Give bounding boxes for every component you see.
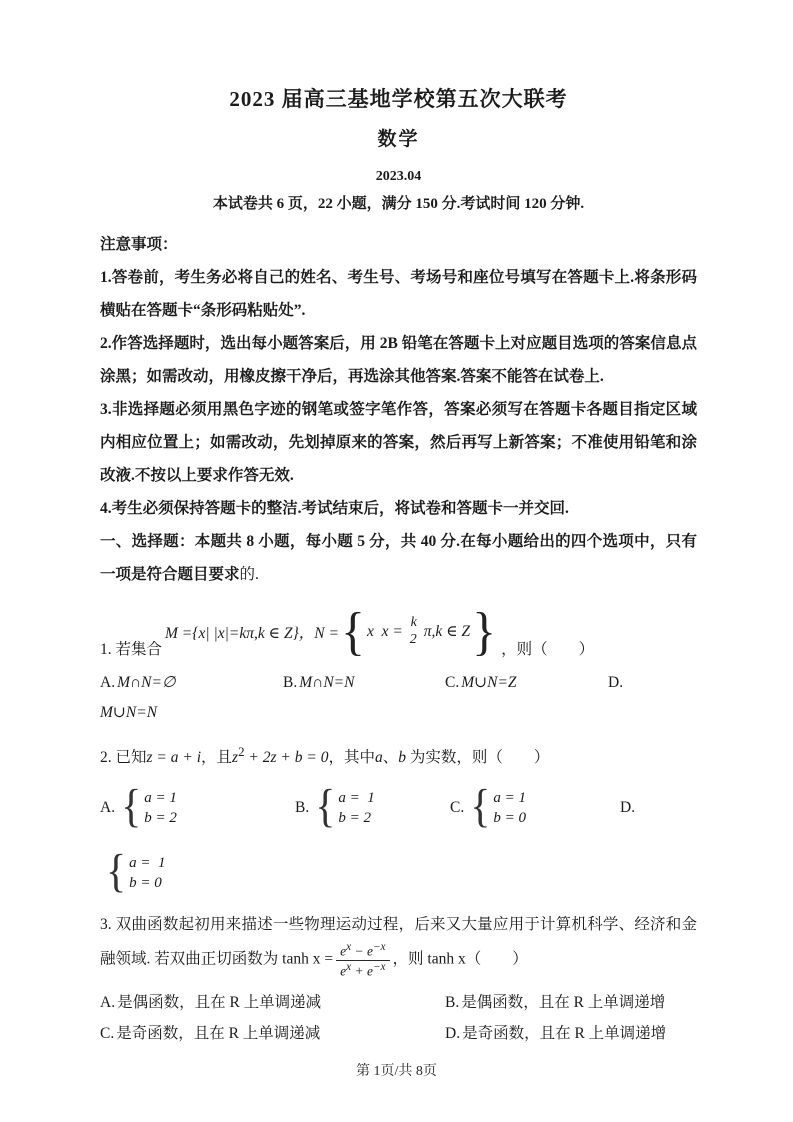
q3-tail: ，则 tanh x（ ）: [392, 950, 528, 968]
subject-title: 数学: [377, 129, 420, 150]
q3-num-e1: e: [340, 943, 347, 959]
q1-fraction-denominator: 2: [409, 631, 417, 647]
q2-math-2a: z: [232, 749, 239, 767]
q2-option-b-label: B.: [295, 799, 310, 817]
q3-den-sup1: x: [346, 961, 352, 974]
q3-den-e2: + e: [351, 963, 373, 979]
q2-option-d: [620, 799, 697, 817]
q3-option-d: [445, 1018, 697, 1049]
q1-options-row: [100, 668, 697, 698]
q3-den-sup2: −x: [372, 961, 386, 974]
q1-set-n-tail: π,k ∈ Z: [423, 623, 471, 640]
q1-set-m: M ={x| |x|=kπ,k ∈ Z}，N =: [165, 624, 339, 642]
q2-option-b-brace: {: [315, 781, 336, 833]
q3-num-e2: − e: [351, 943, 373, 959]
q2-option-b-row-1: a = 1: [338, 789, 375, 806]
q3-options-grid: [100, 987, 697, 1049]
q1-question-mark: ，则（ ）: [501, 641, 595, 658]
q1-close-brace: }: [472, 601, 497, 661]
q3-num-sup1: x: [346, 941, 352, 954]
q2-var-a: a: [374, 749, 383, 767]
q1-option-b-text: M∩N=N: [299, 674, 355, 691]
q2-option-a-brace: {: [121, 781, 142, 833]
exam-title: 2023 届高三基地学校第五次大联考: [229, 87, 568, 111]
q1-option-a-text: M∩N=∅: [117, 674, 176, 691]
q1-option-c: [445, 668, 608, 698]
q2-option-c-row-2: b = 0: [493, 809, 527, 826]
q2-option-d-row-1: a = 1: [129, 854, 166, 871]
q1-open-brace: {: [340, 601, 365, 661]
q3-fraction-denominator: [336, 961, 389, 979]
notice-section: [100, 228, 697, 525]
section-heading-tail: 的.: [239, 566, 259, 583]
notice-item-2: 2.作答选择题时，选出每小题答案后，用 2B 铅笔在答题卡上对应题目选项的答案信息点涂黑；如需改动，用橡皮擦干净后，再选涂其他答案.答案不能答在试卷上.: [100, 335, 697, 385]
choice-section: [100, 525, 697, 591]
q3-option-a: [100, 987, 445, 1018]
q1-option-c-text: M∪N=Z: [461, 674, 517, 691]
q2-option-b: [295, 781, 450, 833]
q1-option-b-label: B.: [283, 674, 298, 691]
q1-option-a-label: A.: [100, 674, 116, 691]
q3-function-name: tanh x =: [282, 950, 334, 968]
q2-option-d-label: D.: [620, 799, 636, 817]
q1-option-d-wrap: M∪N=N: [100, 704, 158, 721]
q3-num-sup2: −x: [372, 941, 386, 954]
notice-item-1: 1.答卷前，考生务必将自己的姓名、考生号、考场号和座位号填写在答题卡上.将条形码横贴在答题卡“条形码粘贴处”.: [100, 269, 697, 319]
q3-option-a-text: 是偶函数，且在 R 上单调递减: [117, 994, 322, 1012]
q1-formula: [165, 601, 498, 661]
q2-option-c-brace: {: [470, 781, 491, 833]
q2-sep: 、: [382, 749, 399, 767]
q3-option-c-text: 是奇函数，且在 R 上单调递减: [116, 1025, 321, 1043]
q2-option-b-cases: [315, 781, 375, 833]
q2-stem: [100, 736, 697, 773]
q2-option-a: [100, 781, 295, 833]
notice-heading: 注意事项：: [100, 236, 178, 253]
notice-item-3: 3.非选择题必须用黑色字迹的钢笔或签字笔作答，答案必须写在答题卡各题目指定区域内相应位置上；如需改动，先划掉原来的答案，然后再写上新答案；不准使用铅笔和涂改液.不按以上要求作答无效.: [100, 401, 697, 484]
q2-option-d-row-2: b = 0: [129, 874, 162, 891]
q1-option-a: [100, 668, 283, 698]
page-footer: 第 1页/共 8页: [356, 1064, 437, 1079]
q1-option-c-label: C.: [445, 674, 460, 691]
q2-option-b-rows: [338, 790, 374, 827]
question-2: [100, 736, 697, 903]
q3-option-c-label: C.: [100, 1025, 115, 1043]
q1-set-n-head: x x =: [366, 622, 403, 640]
q3-option-b: [445, 987, 697, 1018]
q2-option-a-label: A.: [100, 799, 116, 817]
exam-header: [100, 86, 697, 215]
q2-option-c-row-1: a = 1: [493, 789, 527, 806]
q3-lead: 3. 双曲函数起初用来描述一些物理运动过程，后来又大量应用于计算机科学、经济和金融领域. 若双曲正切函数为: [100, 916, 697, 968]
q3-stem: [100, 909, 697, 979]
q2-math-2-sup: 2: [238, 744, 245, 759]
q2-option-a-row-1: a = 1: [144, 789, 177, 806]
q2-option-a-rows: [144, 790, 177, 827]
q2-math-2b: + 2z + b = 0: [244, 749, 329, 767]
q2-option-c-rows: [493, 790, 526, 827]
q2-option-c-cases: [470, 781, 527, 833]
notice-item-4: 4.考生必须保持答题卡的整洁.考试结束后，将试卷和答题卡一并交回.: [100, 500, 569, 517]
q2-tail: 为实数，则（ ）: [406, 749, 550, 767]
exam-info: 本试卷共 6 页，22 小题，满分 150 分.考试时间 120 分钟.: [212, 196, 585, 212]
question-3: [100, 909, 697, 1049]
q2-option-a-cases: [121, 781, 177, 833]
q2-var-b: b: [398, 749, 406, 767]
q2-option-d-wrap: [100, 843, 697, 903]
exam-date: 2023.04: [375, 169, 422, 184]
question-1: [100, 600, 697, 728]
q1-lead: 1. 若集合: [100, 641, 163, 658]
q3-option-b-text: 是偶函数，且在 R 上单调递增: [461, 994, 666, 1012]
section-heading: [100, 525, 697, 591]
q1-fraction: [406, 615, 421, 647]
q1-option-d-label: D.: [608, 674, 624, 691]
q1-stem: [100, 600, 697, 662]
q2-option-c: [450, 781, 620, 833]
q2-option-c-label: C.: [450, 799, 465, 817]
q3-fraction-numerator: [336, 941, 389, 961]
q1-option-d: [608, 668, 697, 698]
q2-option-d-brace: {: [106, 846, 127, 898]
q2-math-1: z = a + i: [146, 749, 202, 767]
q3-option-b-label: B.: [445, 994, 460, 1012]
q2-options-row: [100, 777, 697, 839]
q2-option-b-row-2: b = 2: [338, 809, 372, 826]
q3-option-a-label: A.: [100, 994, 116, 1012]
q3-fraction: [336, 941, 389, 979]
q3-option-c: [100, 1018, 445, 1049]
q2-option-d-cases: [106, 846, 166, 898]
q3-option-d-label: D.: [445, 1025, 461, 1043]
q3-den-e1: e: [340, 963, 347, 979]
q3-option-d-text: 是奇函数，且在 R 上单调递增: [462, 1025, 667, 1043]
section-heading-bold: 一、选择题：本题共 8 小题，每小题 5 分，共 40 分.在每小题给出的四个选项中，只有一项是符合题目要求: [100, 533, 697, 583]
q2-option-d-rows: [129, 855, 165, 892]
q2-option-a-row-2: b = 2: [144, 809, 177, 826]
q1-option-b: [283, 668, 445, 698]
q2-mid-1: ，且: [201, 749, 233, 767]
q2-mid-2: ，其中: [328, 749, 375, 767]
q1-fraction-numerator: k: [410, 615, 417, 631]
q2-lead: 2. 已知: [100, 749, 147, 767]
